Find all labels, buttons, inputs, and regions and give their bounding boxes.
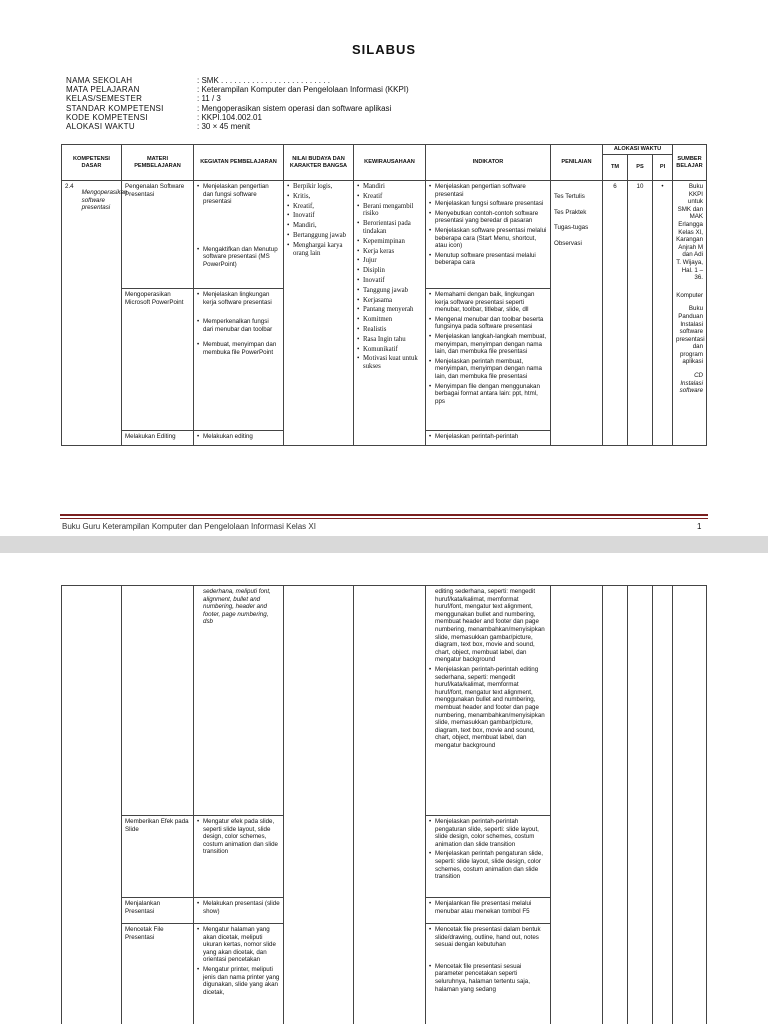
kewira-item: • Berani mengambil risiko <box>363 203 422 219</box>
footer-rule <box>60 514 708 516</box>
header-kompetensi-dasar: KOMPETENSI DASAR <box>62 145 122 181</box>
sumber-item: Buku KKPI untuk SMK dan MAK Erlangga Kelas XI, Karangan Anjrah M dan Adi T. Wijaya, Hal. 1 – 36. <box>676 183 704 282</box>
identity-block <box>66 76 637 131</box>
ps-value: 10 <box>636 183 644 190</box>
indikator-cell <box>426 289 551 431</box>
header-kegiatan: KEGIATAN PEMBELAJARAN <box>194 145 284 181</box>
kegiatan-cell <box>194 181 284 289</box>
header-ps: PS <box>628 155 653 181</box>
materi-cell <box>122 431 194 446</box>
penilaian-item: Tugas-tugas <box>554 224 589 232</box>
kewira-item: • Motivasi kuat untuk sukses <box>363 355 422 371</box>
meta-row: STANDAR KOMPETENSI : Mengoperasikan sistem operasi dan software aplikasi <box>66 103 392 113</box>
kegiatan-cell <box>194 898 284 924</box>
kewira-item: • Kepemimpinan <box>363 238 422 246</box>
indikator-item: • Menjelaskan software presentasi melalui beberapa cara (Start Menu, shortcut, atau icon) <box>435 227 547 250</box>
syllabus-table <box>61 144 707 446</box>
document-title: SILABUS <box>351 42 417 57</box>
kegiatan-item: • Memperkenalkan fungsi dari menubar dan toolbar <box>203 318 280 333</box>
kegiatan-cell <box>194 431 284 446</box>
indikator-item: • Memahami dengan baik, lingkungan kerja software presentasi seperti menubar, toolbar, titlebar, slide, dll <box>435 291 547 314</box>
meta-row: ALOKASI WAKTU : 30 × 45 menit <box>66 122 251 132</box>
kewira-item: • Mandiri <box>363 183 422 191</box>
meta-row: KODE KOMPETENSI : KKPI.104.002.01 <box>66 112 262 122</box>
indikator-text: editing sederhana, seperti: mengedit huruf/kata/kalimat, memformat huruf/font, mengatur text alignment, menggunakan bullet and numbering, membuat header and footer dan page numbering, menambahkan/menyisipkan slide, memasukkan gambar/picture, diagram, text box, movie and sound, chart, object, membuat label, dan mengatur background <box>435 588 545 664</box>
kewira-item: • Komitmen <box>363 316 422 324</box>
nilai-item: • Inovatif <box>293 212 350 220</box>
materi-cell <box>122 898 194 924</box>
sumber-item: Komputer <box>676 291 704 299</box>
kewira-item: • Realistis <box>363 326 422 334</box>
materi-text: Melakukan Editing <box>125 433 176 440</box>
indikator-item: • Menjelaskan perintah-perintah editing sederhana, seperti: mengedit huruf/kata/kalimat, memformat huruf/font, mengatur text alignment, menggunakan bullet and numbering, membuat header and footer dan page numbering, menambahkan/menyisipkan slide, memasukkan gambar/picture, diagram, text box, movie and sound, chart, object, membuat label, dan mengatur background <box>435 666 547 750</box>
header-alokasi-waktu: ALOKASI WAKTU <box>603 145 673 155</box>
indikator-item: • Menyimpan file dengan menggunakan berbagai format antara lain: ppt, html, pps <box>435 383 547 406</box>
nilai-item: • Kritis, <box>293 193 350 201</box>
nilai-cell <box>284 586 354 1024</box>
materi-text: Mengoperasikan Microsoft PowerPoint <box>125 291 184 306</box>
kegiatan-item: • Mengatur efek pada slide, seperti slide layout, slide design, color schemes, costum animation dan slide transition <box>203 818 280 856</box>
materi-text: Mencetak File Presentasi <box>125 926 164 941</box>
meta-row: NAMA SEKOLAH : SMK . . . . . . . . . . . . . . . . . . . . . . . . . <box>66 76 330 85</box>
header-indikator: INDIKATOR <box>426 145 551 181</box>
page-2 <box>0 553 768 1024</box>
indikator-item: • Mencetak file presentasi sesuai parameter pencetakan seperti seluruhnya, halaman tertentu saja, halaman yang sedang <box>435 963 547 993</box>
kewira-item: • Inovatif <box>363 277 422 285</box>
kd-number: 2.4 <box>65 183 74 190</box>
materi-text: Pengenalan Software Presentasi <box>125 183 185 198</box>
nilai-item: • Menghargai karya orang lain <box>293 242 350 258</box>
indikator-item: • Menutup software presentasi melalui beberapa cara <box>435 252 547 267</box>
indikator-item: • Menjelaskan pengertian software presentasi <box>435 183 547 198</box>
indikator-item: • Menjelaskan perintah-perintah pengaturan slide, seperti: slide layout, slide design, color schemes, costum animation dan slide transition <box>435 818 547 848</box>
header-pi: PI <box>653 155 673 181</box>
indikator-cell <box>426 816 551 898</box>
header-kewirausahaan: KEWIRAUSAHAAN <box>354 145 426 181</box>
header-penilaian: PENILAIAN <box>551 145 603 181</box>
kewira-item: • Kreatif <box>363 193 422 201</box>
kewira-item: • Kerja keras <box>363 248 422 256</box>
materi-cell <box>122 924 194 1024</box>
kegiatan-item: • Melakukan editing <box>203 433 280 441</box>
kegiatan-item: • Membuat, menyimpan dan membuka file PowerPoint <box>203 341 280 356</box>
sumber-item: CD Instalasi software <box>679 372 704 395</box>
page-number: 1 <box>697 522 702 531</box>
pi-cell: • <box>653 181 673 446</box>
kewira-item: • Kerjasama <box>363 297 422 305</box>
kd-cell <box>62 181 128 446</box>
footer-rule-thin <box>60 518 708 519</box>
materi-cell <box>122 181 194 289</box>
meta-row: KELAS/SEMESTER : 11 / 3 <box>66 94 221 104</box>
kegiatan-text: sederhana, meliputi font, alignment, bullet and numbering, header and footer, page numbering, dsb <box>203 588 271 626</box>
penilaian-cell <box>551 181 603 446</box>
kd-cell <box>62 586 122 1024</box>
penilaian-item: Tes Tertulis <box>554 193 585 200</box>
materi-cell <box>122 289 194 431</box>
indikator-item: • Mengenal menubar dan toolbar beserta fungsinya pada software presentasi <box>435 316 547 331</box>
header-materi: MATERI PEMBELAJARAN <box>122 145 194 181</box>
indikator-cell <box>426 898 551 924</box>
nilai-item: • Kreatif, <box>293 203 350 211</box>
tm-value: 6 <box>613 183 617 190</box>
materi-cell <box>122 586 194 816</box>
pi-cell <box>653 586 673 1024</box>
nilai-item: • Berpikir logis, <box>293 183 350 191</box>
nilai-item: • Bertanggung jawab <box>293 232 350 240</box>
ps-cell <box>628 586 653 1024</box>
indikator-item: • Menjalankan file presentasi melalui menubar atau menekan tombol F5 <box>435 900 547 915</box>
indikator-cell <box>426 924 551 1024</box>
indikator-item: • Menjelaskan perintah membuat, menyimpan, menyimpan dengan nama lain, dan membuka file presentasi <box>435 358 547 381</box>
header-sumber-belajar: SUMBER BELAJAR <box>673 145 707 181</box>
nilai-cell <box>284 181 354 446</box>
tm-cell <box>603 586 628 1024</box>
indikator-cell <box>426 181 551 289</box>
kegiatan-cell <box>194 924 284 1024</box>
kegiatan-cell <box>194 816 284 898</box>
materi-text: Memberikan Efek pada Slide <box>125 818 189 833</box>
materi-cell <box>122 816 194 898</box>
kegiatan-cell <box>194 586 284 816</box>
indikator-item: • Menjelaskan fungsi software presentasi <box>435 200 547 208</box>
indikator-item: • Menjelaskan langkah-langkah membuat, menyimpan, menyimpan dengan nama lain, dan membuka file presentasi <box>435 333 547 356</box>
kegiatan-item: • Mengatur printer, meliputi jenis dan nama printer yang digunakan, slide yang akan dicetak, <box>203 966 280 996</box>
kegiatan-item: • Menjelaskan pengertian dan fungsi software presentasi <box>203 183 280 206</box>
indikator-item: • Menjelaskan perintah pengaturan slide, seperti: slide layout, slide design, color schemes, costum animation dan slide transition <box>435 850 547 880</box>
sumber-item: Buku Panduan Instalasi software presentasi dan program aplikasi <box>676 305 705 366</box>
kegiatan-item: • Melakukan presentasi (slide show) <box>203 900 280 915</box>
materi-text: Menjalankan Presentasi <box>125 900 161 915</box>
indikator-item: • Menjelaskan perintah-perintah <box>435 433 547 441</box>
kewira-item: • Jujur <box>363 257 422 265</box>
penilaian-cell <box>551 586 603 1024</box>
indikator-cell <box>426 431 551 446</box>
tm-cell <box>603 181 628 446</box>
kegiatan-item: • Mengatur halaman yang akan dicetak, meliputi ukuran kertas, nomor slide yang akan dicetak, dan orientasi pencetakan <box>203 926 280 964</box>
header-tm: TM <box>603 155 628 181</box>
kewirausahaan-cell <box>354 181 426 446</box>
sumber-cell <box>673 181 707 446</box>
nilai-item: • Mandiri, <box>293 222 350 230</box>
kegiatan-item: • Mengaktifkan dan Menutup software presentasi (MS PowerPoint) <box>203 246 280 269</box>
meta-row: MATA PELAJARAN : Keterampilan Komputer dan Pengelolaan Informasi (KKPI) <box>66 85 409 95</box>
indikator-item: • Menyebutkan contoh-contoh software presentasi yang beredar di pasaran <box>435 210 547 225</box>
syllabus-table-continued <box>61 585 707 1024</box>
indikator-item: • Mencetak file presentasi dalam bentuk slide/drawing, outline, hand out, notes sesuai dengan kebutuhan <box>435 926 547 949</box>
kegiatan-cell <box>194 289 284 431</box>
penilaian-item: Tes Praktek <box>554 208 587 216</box>
penilaian-item: Observasi <box>554 239 582 247</box>
kegiatan-item: • Menjelaskan lingkungan kerja software presentasi <box>203 291 280 306</box>
kewira-item: • Disiplin <box>363 267 422 275</box>
footer-text: Buku Guru Keterampilan Komputer dan Pengelolaan Informasi Kelas XI <box>62 522 316 531</box>
kewirausahaan-cell <box>354 586 426 1024</box>
kd-text: Mengoperasikan software presentasi <box>81 189 128 212</box>
kewira-item: • Komunikatif <box>363 346 422 354</box>
ps-cell <box>628 181 653 446</box>
kewira-item: • Tanggung jawab <box>363 287 422 295</box>
kewira-item: • Rasa Ingin tahu <box>363 336 422 344</box>
sumber-cell <box>673 586 707 1024</box>
header-nilai-budaya: NILAI BUDAYA DAN KARAKTER BANGSA <box>284 145 354 181</box>
kewira-item: • Pantang menyerah <box>363 306 422 314</box>
kewira-item: • Berorientasi pada tindakan <box>363 220 422 236</box>
indikator-cell <box>426 586 551 816</box>
